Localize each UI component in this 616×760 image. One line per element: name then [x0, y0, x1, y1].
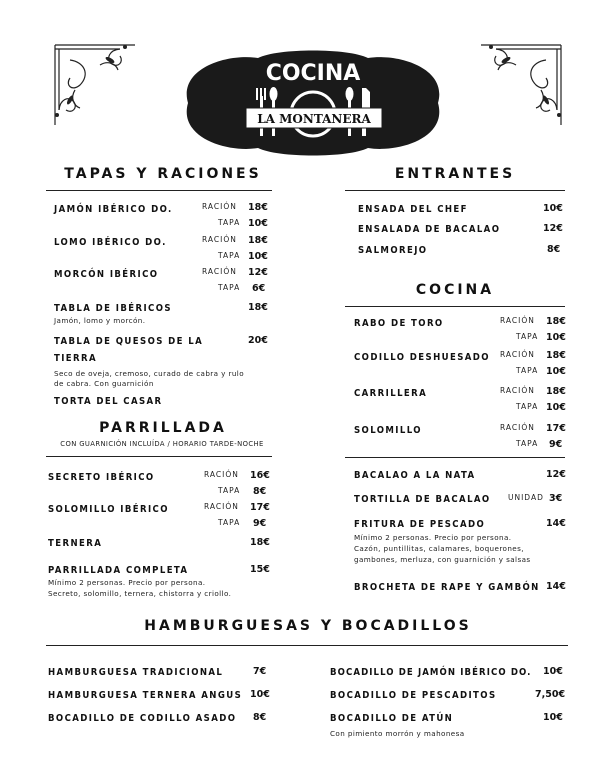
portion-label: TAPA — [516, 402, 539, 411]
section-title-tapas: TAPAS Y RACIONES — [64, 166, 262, 182]
portion-label: TAPA — [516, 439, 539, 448]
portion-label: RACIÓN — [204, 470, 239, 479]
price: 7€ — [253, 666, 267, 677]
menu-item-note: Mínimo 2 personas. Precio por persona. — [48, 578, 206, 587]
price: 12€ — [546, 469, 566, 480]
portion-label: RACIÓN — [204, 502, 239, 511]
price: 10€ — [546, 402, 566, 413]
price: 18€ — [248, 302, 268, 313]
menu-item-name: PARRILLADA COMPLETA — [48, 565, 189, 576]
price: 16€ — [250, 470, 270, 481]
section-title-hamburguesas: HAMBURGUESAS Y BOCADILLOS — [144, 618, 472, 634]
section-title-parrillada: PARRILLADA — [99, 420, 227, 436]
divider — [46, 645, 568, 646]
portion-label: RACIÓN — [202, 267, 237, 276]
menu-item-name: TORTILLA DE BACALAO — [354, 494, 491, 505]
menu-item-name: HAMBURGUESA TERNERA ANGUS — [48, 690, 243, 701]
menu-item-note: Mínimo 2 personas. Precio por persona. — [354, 533, 512, 542]
price: 9€ — [549, 439, 563, 450]
menu-item-note: Jamón, lomo y morcón. — [54, 316, 146, 325]
menu-item-note: Secreto, solomillo, ternera, chistorra y criollo. — [48, 589, 232, 598]
price: 8€ — [253, 712, 267, 723]
menu-item-name: BOCADILLO DE JAMÓN IBÉRICO DO. — [330, 667, 532, 678]
menu-item-note: Seco de oveja, cremoso, curado de cabra y rulo — [54, 369, 244, 378]
portion-label: RACIÓN — [500, 316, 535, 325]
menu-item-name: BOCADILLO DE ATÚN — [330, 713, 454, 724]
portion-label: TAPA — [218, 283, 241, 292]
menu-item-name: TORTA DEL CASAR — [54, 396, 163, 407]
menu-item-name: TABLA DE QUESOS DE LA — [54, 336, 204, 347]
price: 6€ — [252, 283, 266, 294]
menu-item-note: Con pimiento morrón y mahonesa — [330, 729, 465, 738]
price: 18€ — [546, 386, 566, 397]
menu-item-name: ENSADA DEL CHEF — [358, 204, 468, 215]
price: 18€ — [248, 202, 268, 213]
price: 3€ — [549, 493, 563, 504]
portion-label: RACIÓN — [500, 423, 535, 432]
divider — [345, 306, 565, 307]
menu-item-name: HAMBURGUESA TRADICIONAL — [48, 667, 224, 678]
price: 10€ — [546, 332, 566, 343]
divider — [46, 456, 272, 457]
portion-label: RACIÓN — [500, 386, 535, 395]
price: 17€ — [546, 423, 566, 434]
menu-item-name: CODILLO DESHUESADO — [354, 352, 490, 363]
price: 18€ — [546, 350, 566, 361]
price: 8€ — [253, 486, 267, 497]
price: 20€ — [248, 335, 268, 346]
price: 10€ — [543, 712, 563, 723]
price: 12€ — [543, 223, 563, 234]
section-title-entrantes: ENTRANTES — [394, 166, 516, 182]
portion-label: UNIDAD — [508, 493, 544, 502]
price: 12€ — [248, 267, 268, 278]
price: 8€ — [547, 244, 561, 255]
portion-label: TAPA — [516, 366, 539, 375]
logo-banner: LA MONTANERA — [257, 112, 371, 126]
menu-item-note: de cabra. Con guarnición — [54, 379, 154, 388]
logo-title: COCINA — [265, 61, 361, 86]
menu-item-name: BACALAO A LA NATA — [354, 470, 476, 481]
price: 10€ — [546, 366, 566, 377]
menu-item-name: BROCHETA DE RAPE Y GAMBÓN — [354, 582, 540, 593]
menu-item-name: BOCADILLO DE PESCADITOS — [330, 690, 497, 701]
price: 10€ — [248, 251, 268, 262]
portion-label: RACIÓN — [202, 202, 237, 211]
menu-item-note: gambones, merluza, con guarnición y salsas — [354, 555, 531, 564]
price: 17€ — [250, 502, 270, 513]
corner-ornament-right-icon — [476, 40, 566, 130]
divider — [46, 190, 272, 191]
price: 9€ — [253, 518, 267, 529]
portion-label: TAPA — [218, 518, 241, 527]
menu-item-name: SOLOMILLO — [354, 425, 422, 436]
price: 18€ — [546, 316, 566, 327]
menu-item-name: TIERRA — [54, 353, 98, 364]
menu-item-name: LOMO IBÉRICO DO. — [54, 237, 167, 248]
portion-label: RACIÓN — [202, 235, 237, 244]
menu-item-name: BOCADILLO DE CODILLO ASADO — [48, 713, 237, 724]
menu-item-name: ENSALADA DE BACALAO — [358, 224, 501, 235]
price: 18€ — [250, 537, 270, 548]
section-subtitle: CON GUARNICIÓN INCLUÍDA / HORARIO TARDE-NOCHE — [60, 440, 264, 448]
portion-label: TAPA — [218, 251, 241, 260]
menu-item-name: JAMÓN IBÉRICO DO. — [54, 204, 173, 215]
menu-item-name: TERNERA — [48, 538, 103, 549]
price: 14€ — [546, 581, 566, 592]
price: 10€ — [248, 218, 268, 229]
menu-item-name: SOLOMILLO IBÉRICO — [48, 504, 169, 515]
menu-item-name: SALMOREJO — [358, 245, 428, 256]
menu-item-name: MORCÓN IBÉRICO — [54, 269, 159, 280]
price: 10€ — [543, 666, 563, 677]
menu-item-name: SECRETO IBÉRICO — [48, 472, 155, 483]
price: 10€ — [250, 689, 270, 700]
portion-label: TAPA — [516, 332, 539, 341]
menu-item-name: FRITURA DE PESCADO — [354, 519, 486, 530]
restaurant-logo — [168, 48, 458, 158]
divider — [345, 457, 565, 458]
corner-ornament-left-icon — [50, 40, 140, 130]
menu-item-name: CARRILLERA — [354, 388, 428, 399]
price: 7,50€ — [535, 689, 566, 700]
price: 10€ — [543, 203, 563, 214]
price: 18€ — [248, 235, 268, 246]
portion-label: RACIÓN — [500, 350, 535, 359]
menu-item-name: RABO DE TORO — [354, 318, 444, 329]
menu-item-name: TABLA DE IBÉRICOS — [54, 303, 172, 314]
portion-label: TAPA — [218, 486, 241, 495]
section-title-cocina: COCINA — [415, 282, 495, 298]
price: 15€ — [250, 564, 270, 575]
menu-item-note: Cazón, puntillitas, calamares, boquerones, — [354, 544, 524, 553]
portion-label: TAPA — [218, 218, 241, 227]
divider — [345, 190, 565, 191]
price: 14€ — [546, 518, 566, 529]
